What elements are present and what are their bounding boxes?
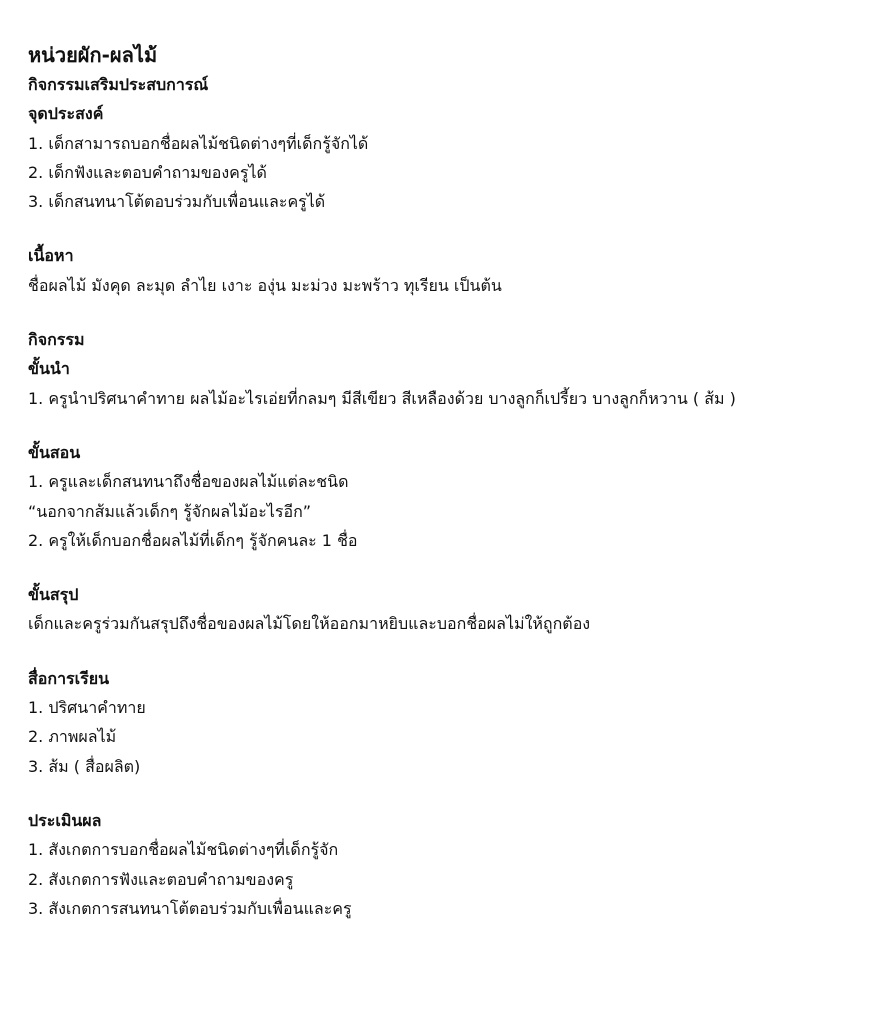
steps-item: 1. ครูและเด็กสนทนาถึงชื่อของผลไม้แต่ละชนิด — [28, 472, 349, 492]
steps-item: “นอกจากส้มแล้วเด็กๆ รู้จักผลไม้อะไรอีก” — [28, 501, 312, 521]
material-item: 1. ปริศนาคำทาย — [28, 698, 146, 718]
subtitle: กิจกรรมเสริมประสบการณ์ — [28, 75, 209, 94]
activities-heading: กิจกรรม — [28, 330, 85, 350]
objective-item: 1. เด็กสามารถบอกชื่อผลไม้ชนิดต่างๆที่เด็กรู้จักได้ — [28, 133, 369, 153]
evaluation-heading: ประเมินผล — [28, 810, 102, 830]
evaluation-item: 3. สังเกตการสนทนาโต้ตอบร่วมกับเพื่อนและครู — [28, 898, 352, 918]
steps-heading: ขั้นสอน — [28, 442, 81, 462]
intro-heading: ขั้นนำ — [28, 359, 70, 379]
objective-item: 3. เด็กสนทนาโต้ตอบร่วมกับเพื่อนและครูได้ — [28, 192, 326, 212]
lesson-plan-document — [28, 40, 878, 923]
summary-heading: ขั้นสรุป — [28, 585, 79, 605]
objectives-heading: จุดประสงค์ — [28, 104, 104, 124]
material-item: 3. ส้ม ( สื่อผลิต) — [28, 756, 141, 776]
material-item: 2. ภาพผลไม้ — [28, 727, 117, 747]
intro-item: 1. ครูนำปริศนาคำทาย ผลไม้อะไรเอ่ยที่กลมๆ มีสีเขียว สีเหลืองด้วย บางลูกก็เปรี้ยว บางลูกก็หวาน ( ส้ม ) — [28, 388, 736, 408]
steps-item: 2. ครูให้เด็กบอกชื่อผลไม้ที่เด็กๆ รู้จักคนละ 1 ชื่อ — [28, 530, 358, 550]
materials-heading: สื่อการเรียน — [28, 668, 110, 688]
document-title: หน่วยผัก-ผลไม้ — [28, 43, 158, 67]
evaluation-item: 2. สังเกตการฟังและตอบคำถามของครู — [28, 869, 294, 889]
content-text: ชื่อผลไม้ มังคุด ละมุด ลำไย เงาะ องุ่น มะม่วง มะพร้าว ทุเรียน เป็นต้น — [28, 275, 502, 295]
objective-item: 2. เด็กฟังและตอบคำถามของครูได้ — [28, 162, 267, 182]
evaluation-item: 1. สังเกตการบอกชื่อผลไม้ชนิดต่างๆที่เด็กรู้จัก — [28, 840, 339, 860]
summary-item: เด็กและครูร่วมกันสรุปถึงชื่อของผลไม้โดยให้ออกมาหยิบและบอกชื่อผลไม่ให้ถูกต้อง — [28, 614, 591, 634]
content-heading: เนื้อหา — [28, 246, 74, 266]
